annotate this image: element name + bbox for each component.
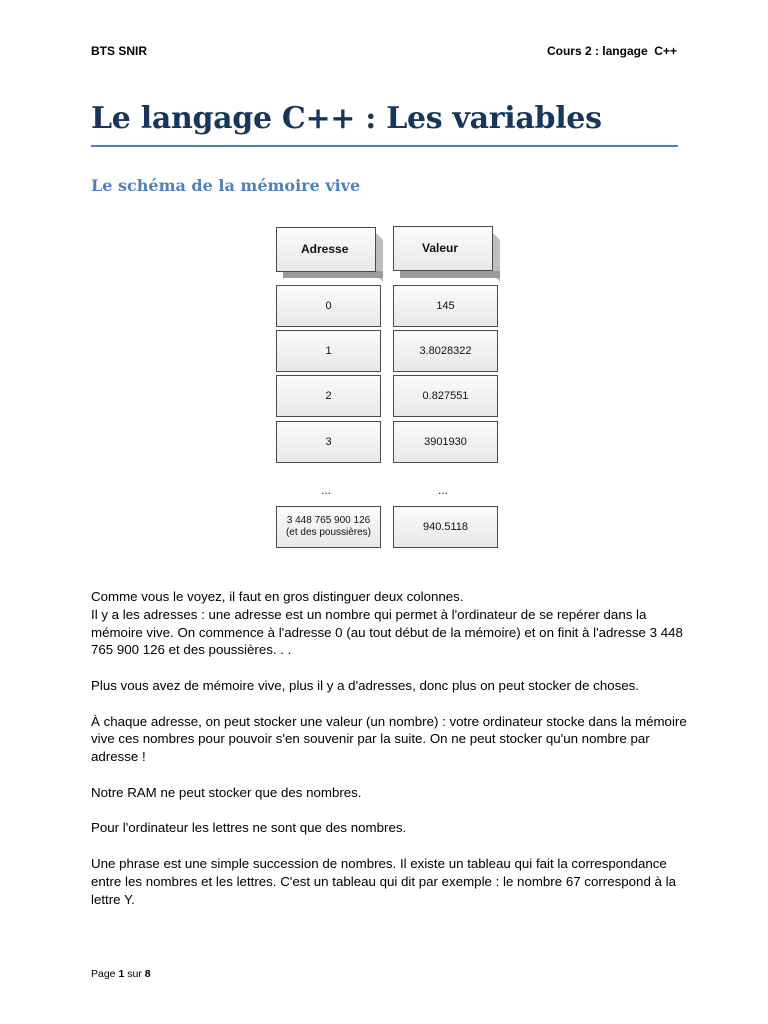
paragraph-line: Comme vous le voyez, il faut en gros distinguer deux colonnes. xyxy=(91,589,464,604)
value-header-shadow xyxy=(400,271,500,278)
value-cell-1: 3.8028322 xyxy=(393,330,498,372)
value-header-depth xyxy=(492,232,500,282)
address-header-shadow xyxy=(283,271,383,278)
header-course-label: BTS SNIR xyxy=(91,44,148,58)
title-underline xyxy=(91,145,678,147)
address-header-depth xyxy=(375,232,383,282)
address-cell-1: 1 xyxy=(276,330,381,372)
footer-page-label: Page xyxy=(91,968,116,980)
paragraph-line: Il y a les adresses : une adresse est un nombre qui permet à l'ordinateur de se repérer dans la mémoire vive. On commence à l'adresse 0 (au tout début de la mémoire) et on finit à l'adresse 3 448 765 900 126 et des poussières. . . xyxy=(91,606,683,658)
address-cell-3: 3 xyxy=(276,421,381,463)
address-ellipsis: ... xyxy=(321,483,332,497)
footer-total-pages: 8 xyxy=(144,968,151,980)
address-cell-2: 2 xyxy=(276,375,381,417)
value-cell-last: 940.5118 xyxy=(393,506,498,548)
value-cell-3: 3901930 xyxy=(393,421,498,463)
paragraph: Une phrase est une simple succession de nombres. Il existe un tableau qui fait la correspondance entre les nombres et les lettres. C'est un tableau qui dit par exemple : le nombre 67 correspond à la lettre Y. xyxy=(91,855,676,907)
paragraph: Pour l'ordinateur les lettres ne sont que des nombres. xyxy=(91,820,407,836)
paragraph: Notre RAM ne peut stocker que des nombres. xyxy=(91,784,362,800)
value-cell-2: 0.827551 xyxy=(393,375,498,417)
address-cell-last xyxy=(276,506,381,548)
footer-page-number: 1 xyxy=(118,968,125,980)
last-address-number: 3 448 765 900 126 xyxy=(286,515,371,526)
last-address-note: (et des poussières) xyxy=(285,527,372,538)
address-cell-0: 0 xyxy=(276,285,381,327)
page-footer xyxy=(91,968,151,980)
body-text xyxy=(91,588,691,926)
paragraph: À chaque adresse, on peut stocker une valeur (un nombre) : votre ordinateur stocke dans la mémoire vive ces nombres pour pouvoir s'en souvenir par la suite. On ne peut stocker qu'un nombre par adresse ! xyxy=(91,713,687,765)
header-lesson-label: Cours 2 : langage C++ xyxy=(546,44,677,58)
paragraph xyxy=(91,588,691,659)
paragraph: Plus vous avez de mémoire vive, plus il y a d'adresses, donc plus on peut stocker de choses. xyxy=(91,677,639,693)
value-column-header: Valeur xyxy=(393,226,493,271)
address-column-header: Adresse xyxy=(276,227,376,272)
value-cell-0: 145 xyxy=(393,285,498,327)
value-ellipsis: ... xyxy=(438,483,449,497)
section-heading: Le schéma de la mémoire vive xyxy=(91,176,361,195)
footer-of-label: sur xyxy=(127,968,142,980)
page-title: Le langage C++ : Les variables xyxy=(91,101,602,136)
